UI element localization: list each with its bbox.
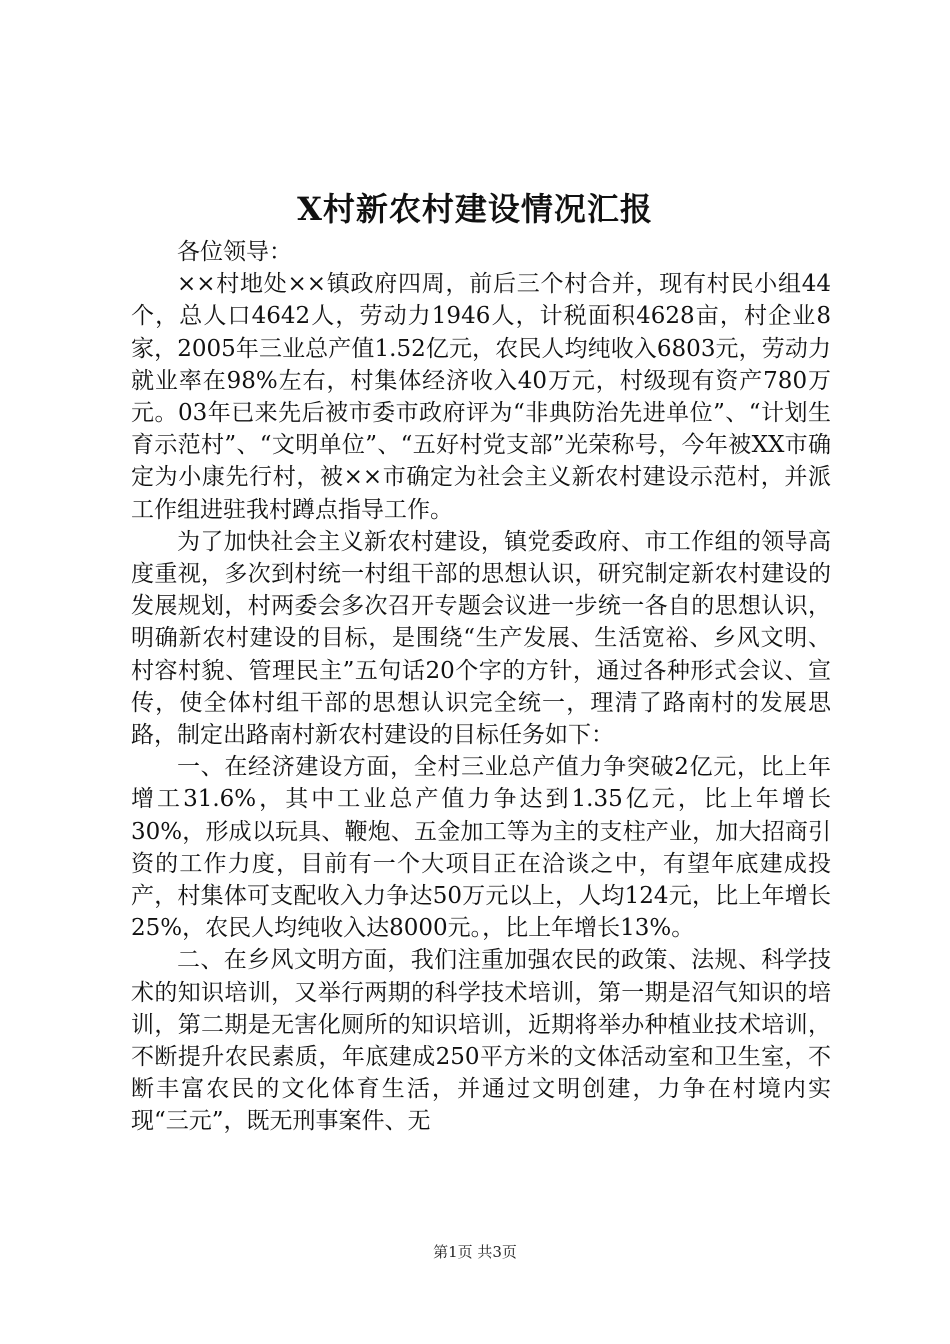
salutation: 各位领导： xyxy=(177,239,292,265)
document-body xyxy=(131,236,831,1138)
paragraph-rural-civilization: 二、在乡风文明方面，我们注重加强农民的政策、法规、科学技术的知识培训，又举行两期的科学技术培训，第一期是沼气知识的培训，第二期是无害化厕所的知识培训，近期将举办种植业技术培训，不断提升农民素质，年底建成250平方米的文体活动室和卫生室，不断丰富农民的文化体育生活，并通过文明创建，力争在村境内实现“三元”，既无刑事案件、无 xyxy=(131,947,831,1135)
paragraph-village-overview: ××村地处××镇政府四周，前后三个村合并，现有村民小组44个，总人口4642人，劳动力1946人，计税面积4628亩，村企业8家，2005年三业总产值1.52亿元，农民人均纯收入6803元，劳动力就业率在98%左右，村集体经济收入40万元，村级现有资产780万元。03年已来先后被市委市政府评为“非典防治先进单位”、“计划生育示范村”、“文明单位”、“五好村党支部”光荣称号，今年被XX市确定为小康先行村，被××市确定为社会主义新农村建设示范村，并派工作组进驻我村蹲点指导工作。 xyxy=(131,271,831,523)
paragraph-economic-construction: 一、在经济建设方面，全村三业总产值力争突破2亿元，比上年增工31.6%，其中工业总产值力争达到1.35亿元，比上年增长30%，形成以玩具、鞭炮、五金加工等为主的支柱产业，加大招商引资的工作力度，目前有一个大项目正在洽谈之中，有望年底建成投产，村集体可支配收入力争达50万元以上，人均124元，比上年增长25%，农民人均纯收入达8000元。，比上年增长13%。 xyxy=(131,754,831,942)
paragraph-planning: 为了加快社会主义新农村建设，镇党委政府、市工作组的领导高度重视，多次到村统一村组干部的思想认识，研究制定新农村建设的发展规划，村两委会多次召开专题会议进一步统一各自的思想认识，明确新农村建设的目标，是围绕“生产发展、生活宽裕、乡风文明、村容村貌、管理民主”五句话20个字的方针，通过各种形式会议、宣传，使全体村组干部的思想认识完全统一，理清了路南村的发展思路，制定出路南村新农村建设的目标任务如下： xyxy=(131,528,831,749)
page-footer: 第1页 共3页 xyxy=(433,1243,517,1261)
document-title: X村新农村建设情况汇报 xyxy=(297,190,653,228)
